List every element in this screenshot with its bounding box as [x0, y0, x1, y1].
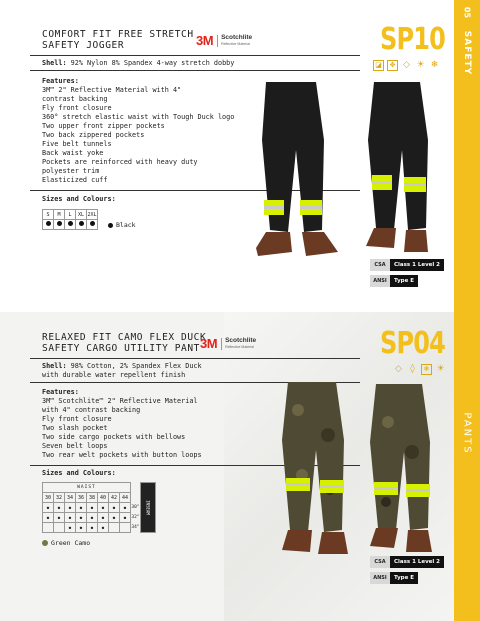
availability-cell: ● — [98, 523, 109, 533]
cert-row: ANSI Type E — [370, 275, 444, 287]
product-image-back — [366, 382, 442, 564]
certification-block — [370, 556, 444, 584]
product-code: SP10 — [380, 22, 446, 57]
feature-item: Elasticized cuff — [42, 176, 108, 184]
availability-cell: ● — [76, 503, 87, 513]
sidebar-label-safety: SAFETY — [462, 30, 472, 76]
feature-icons — [393, 364, 446, 375]
shell-line: Shell: 98% Cotton, 2% Spandex Flex Duck with durable water repellent finish — [42, 362, 202, 379]
sidebar-safety-tab — [454, 0, 480, 318]
product-code: SP04 — [380, 326, 446, 361]
product-image-front — [278, 380, 358, 562]
waist-size: 44 — [120, 493, 131, 503]
features-heading: Features: — [42, 77, 79, 85]
availability-cell: ● — [87, 513, 98, 523]
availability-cell — [120, 523, 131, 533]
sidebar-pants-tab — [454, 318, 480, 621]
sun-icon: ☀ — [416, 60, 425, 70]
product-sp10 — [0, 0, 454, 312]
product-title-line1: RELAXED FIT CAMO FLEX DUCK — [42, 332, 207, 343]
scotchlite-logo: 3M Scotchlite Reflective Material — [196, 33, 253, 48]
cold-icon: ❄ — [430, 60, 439, 70]
cert-row: CSA Class 1 Level 2 — [370, 259, 444, 271]
product-image-front — [252, 80, 342, 265]
feature-item: 3M™ Scotchlite™ 2" Reflective Material — [42, 397, 198, 405]
inseam-label: 32" — [131, 515, 140, 520]
water-icon: ◊ — [410, 364, 415, 374]
size-label: S — [43, 210, 54, 220]
availability-cell: ● — [65, 503, 76, 513]
waist-size: 38 — [87, 493, 98, 503]
waist-size: 40 — [98, 493, 109, 503]
features-heading: Features: — [42, 388, 79, 396]
black-swatch-icon — [108, 223, 113, 228]
4way-stretch-icon: ✥ — [387, 60, 398, 71]
feature-item: contrast backing — [42, 95, 108, 103]
availability-cell: ● — [54, 503, 65, 513]
size-grid — [42, 209, 98, 230]
availability-cell — [109, 523, 120, 533]
sun-icon: ☀ — [436, 364, 445, 374]
feature-item: 360° stretch elastic waist with Tough Duck logo — [42, 113, 235, 121]
sizes-heading: Sizes and Colours: — [42, 195, 116, 203]
size-label: M — [54, 210, 65, 220]
cert-row: CSA Class 1 Level 2 — [370, 556, 444, 568]
cert-row: ANSI Type E — [370, 572, 444, 584]
water-repellent-icon: ◇ — [403, 60, 410, 70]
waist-size: 34 — [65, 493, 76, 503]
availability-cell — [54, 523, 65, 533]
feature-item: Fly front closure — [42, 104, 112, 112]
cold-icon: ❄ — [421, 364, 432, 375]
reflective-icon: ◪ — [373, 60, 384, 71]
availability-cell — [43, 523, 54, 533]
availability-cell: ● — [76, 523, 87, 533]
certification-block — [370, 259, 444, 287]
colour-swatch: Black — [108, 221, 136, 229]
colour-swatch: Green Camo — [42, 539, 90, 547]
shell-line: Shell: 92% Nylon 8% Spandex 4-way stretch dobby — [42, 59, 235, 67]
waist-header: WAIST — [43, 483, 131, 493]
feature-item: polyester trim — [42, 167, 100, 175]
green-camo-swatch-icon — [42, 540, 48, 546]
availability-cell: ● — [43, 513, 54, 523]
waist-size: 30 — [43, 493, 54, 503]
product-title-line2: SAFETY JOGGER — [42, 40, 125, 51]
feature-item: Five belt tunnels — [42, 140, 112, 148]
feature-item: 3M™ 2" Reflective Material with 4" — [42, 86, 182, 94]
feature-item: with 4" contrast backing — [42, 406, 141, 414]
feature-icons — [373, 60, 440, 71]
product-title-line2: SAFETY CARGO UTILITY PANT — [42, 343, 200, 354]
product-sp04 — [0, 312, 454, 621]
size-grid-waist-inseam — [42, 482, 156, 533]
size-label: XL — [76, 210, 87, 220]
divider — [30, 70, 360, 71]
size-label: L — [65, 210, 76, 220]
availability-dot — [79, 221, 84, 226]
feature-item: Two upper front zipper pockets — [42, 122, 165, 130]
availability-cell: ● — [120, 513, 131, 523]
feature-item: Two side cargo pockets with bellows — [42, 433, 186, 441]
features-list — [42, 86, 234, 185]
feature-item: Back waist yoke — [42, 149, 104, 157]
reflective-icon: ◇ — [395, 364, 402, 374]
waist-size: 42 — [109, 493, 120, 503]
availability-cell: ● — [76, 513, 87, 523]
waist-size: 32 — [54, 493, 65, 503]
size-label: 2XL — [87, 211, 97, 218]
divider — [30, 358, 360, 359]
product-image-back — [362, 80, 442, 265]
availability-cell: ● — [98, 503, 109, 513]
divider — [30, 55, 360, 56]
section-number: 05 — [462, 6, 472, 19]
feature-item: Two slash pocket — [42, 424, 108, 432]
feature-item: Fly front closure — [42, 415, 112, 423]
scotchlite-logo: 3M Scotchlite Reflective Material — [200, 336, 257, 351]
feature-item: Two rear welt pockets with button loops — [42, 451, 202, 459]
availability-dot — [90, 221, 95, 226]
availability-dot — [68, 221, 73, 226]
availability-cell: ● — [98, 513, 109, 523]
inseam-label: 30" — [131, 505, 140, 510]
availability-cell: ● — [109, 513, 120, 523]
feature-item: Pockets are reinforced with heavy duty — [42, 158, 198, 166]
feature-item: Seven belt loops — [42, 442, 108, 450]
availability-cell: ● — [87, 523, 98, 533]
availability-cell: ● — [54, 513, 65, 523]
waist-size: 36 — [76, 493, 87, 503]
availability-dot — [57, 221, 62, 226]
inseam-label: 34" — [131, 525, 140, 530]
availability-cell: ● — [65, 523, 76, 533]
availability-cell: ● — [43, 503, 54, 513]
availability-cell: ● — [120, 503, 131, 513]
sidebar-label-pants: PANTS — [461, 412, 473, 455]
features-list — [42, 397, 202, 460]
sizes-heading: Sizes and Colours: — [42, 469, 116, 477]
product-title-line1: COMFORT FIT FREE STRETCH — [42, 29, 194, 40]
availability-dot — [46, 221, 51, 226]
feature-item: Two back zippered pockets — [42, 131, 145, 139]
availability-cell: ● — [87, 503, 98, 513]
inseam-header: INSEAM — [141, 483, 156, 533]
availability-cell: ● — [109, 503, 120, 513]
availability-cell: ● — [65, 513, 76, 523]
